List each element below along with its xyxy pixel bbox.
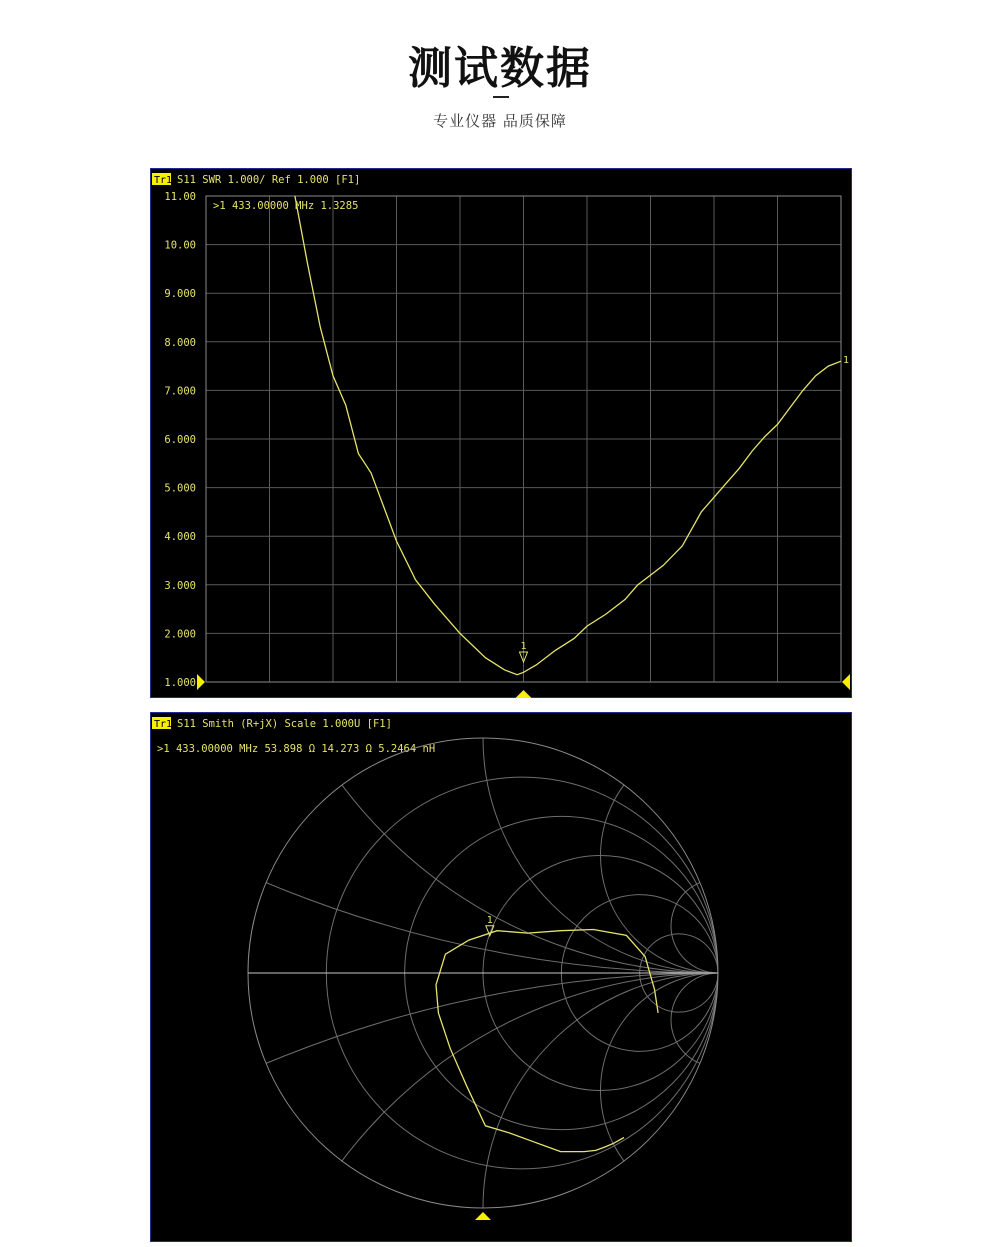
trace-badge: Tr1 [154,175,173,186]
smith-grid [151,713,853,1243]
bottom-marker-pointer [516,690,532,698]
swr-grid [206,196,841,682]
swr-chart [151,169,853,699]
trace-badge: Tr1 [154,719,173,730]
marker-label: 1 [520,641,527,653]
y-tick-label: 8.000 [164,336,196,349]
swr-marker-readout: >1 433.00000 MHz 1.3285 [213,200,359,212]
smith-markers [475,915,494,1220]
smith-chart-panel [150,712,852,1242]
swr-trace [295,196,841,675]
page-title: 测试数据 [408,43,592,94]
smith-chart [151,713,853,1243]
smith-marker-readout: >1 433.00000 MHz 53.898 Ω 14.273 Ω 5.2464 nH [157,743,436,755]
y-tick-label: 1.000 [164,677,196,689]
right-limit-pointer [842,674,850,690]
bottom-marker-pointer [475,1212,491,1220]
marker-label: 1 [486,914,493,926]
y-tick-label: 3.000 [164,579,196,592]
reactance-arc [248,973,853,1243]
smith-trace [436,930,658,1152]
swr-chart-panel [150,168,852,698]
reactance-arc [151,973,853,1243]
reactance-arc [601,738,836,973]
reactance-arc [483,973,853,1243]
trace-end-label: 1 [843,355,850,367]
y-tick-label: 5.000 [164,482,196,495]
y-tick-label: 7.000 [164,385,196,398]
y-tick-label: 2.000 [164,628,196,641]
smith-header: S11 Smith (R+jX) Scale 1.000U [F1] [177,718,392,730]
left-limit-pointer [197,674,205,690]
reactance-arc [601,973,836,1208]
y-tick-label: 10.00 [164,239,196,252]
y-tick-label: 11.00 [164,191,196,203]
y-tick-label: 9.000 [164,288,196,301]
smith-grid-lines [151,713,853,1243]
swr-header: S11 SWR 1.000/ Ref 1.000 [F1] [177,174,361,186]
y-tick-label: 6.000 [164,434,196,446]
y-tick-label: 4.000 [164,531,196,544]
page-subtitle: 专业仪器 品质保障 [433,112,567,130]
swr-y-ticks [164,191,196,689]
title-divider [493,96,509,98]
